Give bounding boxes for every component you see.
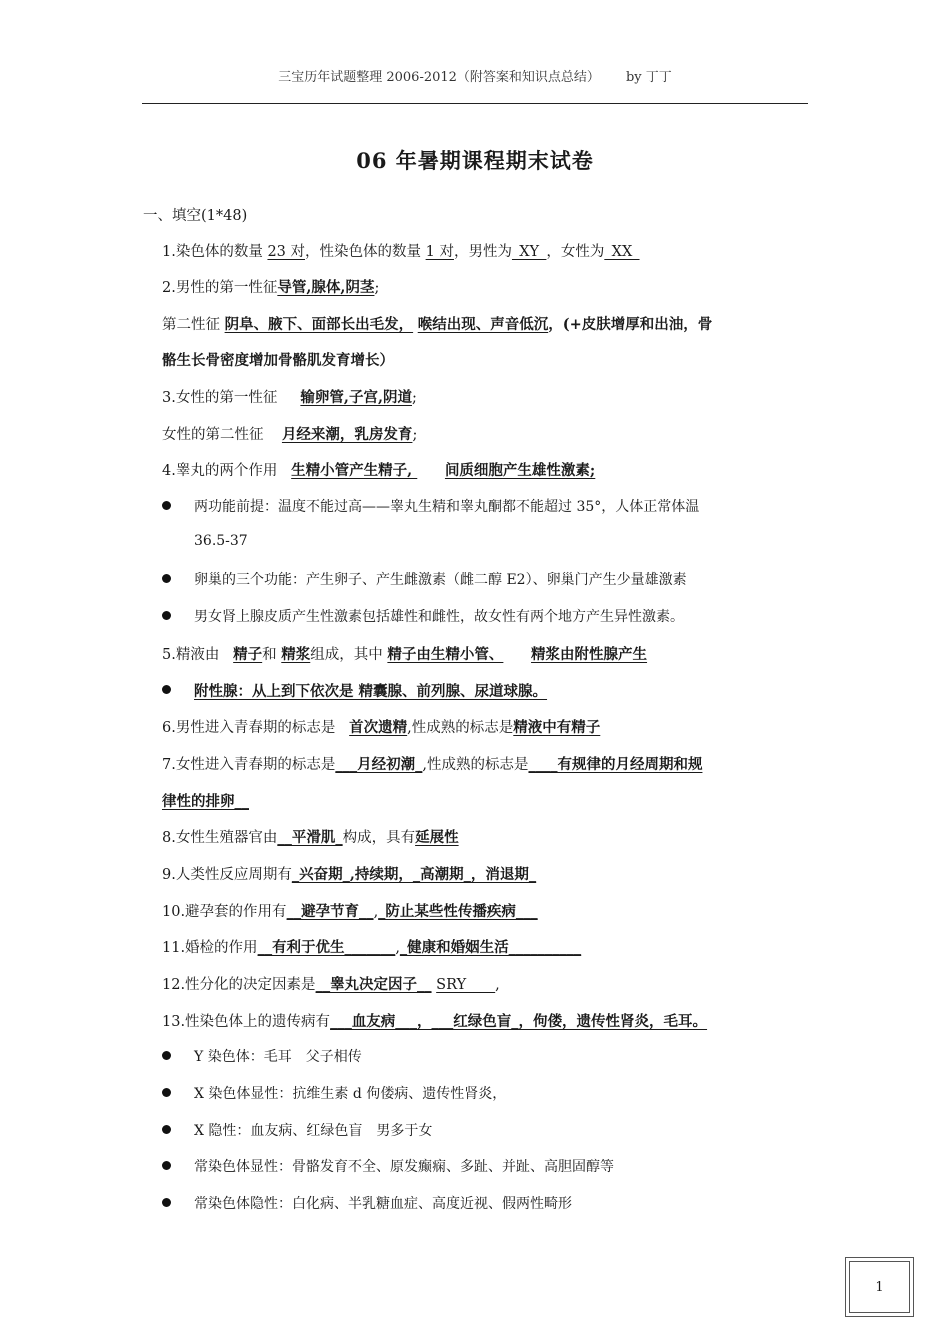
bullet-dot [162, 685, 171, 694]
bullet-dot [162, 574, 171, 583]
question-9 [162, 863, 536, 884]
q9-text: 9.人类性反应周期有 [162, 867, 292, 883]
question-3b [162, 423, 417, 444]
q4-answer-1: 生精小管产生精子, [291, 462, 418, 479]
q3b-answer: 月经来潮，乳房发育 [281, 426, 413, 443]
q11-text: , [395, 940, 400, 956]
question-6 [162, 716, 600, 737]
q2-text: ; [374, 280, 380, 296]
q6-answer-1: 首次遗精 [349, 719, 408, 736]
q8-text: 构成，具有 [342, 830, 416, 846]
q11-answer-1: __有利于优生_______ [257, 939, 396, 956]
q5-text: 组成，其中 [310, 647, 383, 663]
bullet-dot [162, 1161, 171, 1170]
q2b-answer-1: 阴阜、腋下、面部长出毛发， [224, 316, 414, 333]
q1-text: ，男性为 [453, 244, 512, 260]
q10-answer-2: _防止某些性传播疾病___ [378, 903, 538, 920]
q11-answer-2: _健康和婚姻生活__________ [399, 939, 582, 956]
bullet-dot [162, 501, 171, 510]
q1-answer-3: _XY_ [511, 244, 547, 260]
q7-answer-2: ____有规律的月经周期和规 [528, 756, 703, 773]
bullet-text: X 隐性：血友病、红绿色盲 男多于女 [194, 1123, 433, 1139]
bullet-text: X 染色体显性：抗维生素 d 佝偻病、遗传性肾炎， [194, 1086, 507, 1102]
q1-text: ，女性为 [546, 244, 605, 260]
bullet-dot [162, 1051, 171, 1060]
page-header [0, 66, 950, 85]
page-number: 1 [849, 1261, 910, 1313]
q6-answer-2: 精液中有精子 [513, 719, 601, 736]
bullet-text: 两功能前提：温度不能过高——睾丸生精和睾丸酮都不能超过 35°，人体正常体温 [194, 499, 700, 515]
bullet-dot [162, 1088, 171, 1097]
q8-answer-2: 延展性 [415, 829, 459, 846]
q11-text: 11.婚检的作用 [162, 940, 258, 956]
q4-text: 4.睾丸的两个作用 [162, 463, 282, 479]
q10-answer-1: __避孕节育__ [286, 903, 374, 920]
q9-answer: _兴奋期_,持续期，_高潮期_，消退期_ [291, 866, 537, 883]
q12-answer-2: SRY____ [436, 977, 496, 993]
bullet-dot [162, 1198, 171, 1207]
q5-text: 5.精液由 [162, 647, 224, 663]
q7-text: 7.女性进入青春期的标志是 [162, 757, 336, 773]
q3-answer: 输卵管,子宫,阴道 [300, 389, 412, 406]
question-12 [162, 973, 500, 994]
q12-text: 12.性分化的决定因素是 [162, 977, 316, 993]
bullet-text-cont: 36.5-37 [194, 533, 248, 549]
q3-text: 3.女性的第一性征 [162, 390, 282, 406]
q13-text: 13.性染色体上的遗传病有 [162, 1014, 331, 1030]
q3-text: ; [412, 390, 417, 406]
q1-answer-2: 1 对 [425, 244, 454, 260]
page-number-box [845, 1257, 914, 1317]
q1-text: ，性染色体的数量 [305, 244, 426, 260]
q10-text: , [373, 904, 379, 920]
q2b-note: ，(+皮肤增厚和出油，骨 [548, 316, 713, 333]
question-10 [162, 900, 538, 921]
question-7-cont: 律性的排卵__ [162, 793, 249, 810]
bullet-text: 常染色体隐性：白化病、半乳糖血症、高度近视、假两性畸形 [194, 1196, 572, 1212]
bullet-text: 卵巢的三个功能：产生卵子、产生雌激素（雌二醇 E2）、卵巢门产生少量雄激素 [194, 572, 687, 588]
q12-text: , [495, 977, 500, 993]
q5-text: 和 [262, 647, 282, 663]
q1-text: 1.染色体的数量 [162, 244, 268, 260]
bullet-dot [162, 1125, 171, 1134]
q7-text: ,性成熟的标志是 [422, 757, 529, 773]
q3b-text: ; [412, 427, 418, 443]
bullet-text: 常染色体显性：骨骼发育不全、原发癫痫、多趾、并趾、高胆固醇等 [194, 1159, 614, 1175]
question-13 [162, 1010, 707, 1031]
q12-answer-1: __睾丸决定因子__ [315, 976, 432, 993]
q10-text: 10.避孕套的作用有 [162, 904, 287, 920]
question-2 [162, 276, 379, 297]
q6-text: ,性成熟的标志是 [407, 720, 514, 736]
q13-answer: ___血友病___，___红绿色盲_，佝偻，遗传性肾炎，毛耳。 [330, 1013, 708, 1030]
header-title: 三宝历年试题整理 2006-2012（附答案和知识点总结） [278, 70, 600, 85]
q8-text: 8.女性生殖器官由 [162, 830, 278, 846]
header-rule [142, 103, 808, 104]
q1-answer-4: _XX_ [604, 244, 640, 260]
section-heading: 一、填空(1*48) [143, 208, 248, 224]
question-4 [162, 459, 595, 480]
question-7 [162, 753, 702, 774]
q2-answer: 导管,腺体,阴茎 [277, 279, 375, 296]
question-11 [162, 936, 581, 957]
bullet-text: 男女肾上腺皮质产生性激素包括雄性和雌性，故女性有两个地方产生异性激素。 [194, 609, 684, 625]
question-2b [162, 313, 712, 334]
q5-answer-2: 精浆 [281, 646, 311, 663]
bullet-accessory-glands: 附性腺：从上到下依次是 精囊腺、前列腺、尿道球腺。 [194, 683, 548, 700]
q8-answer-1: __平滑肌_ [277, 829, 343, 846]
q5-answer-4: 精浆由附性腺产生 [531, 646, 648, 663]
question-3 [162, 386, 417, 407]
question-1 [162, 240, 640, 261]
question-2b-cont: 骼生长骨密度增加骨骼肌发育增长） [162, 352, 394, 369]
q5-answer-1: 精子 [233, 646, 263, 663]
bullet-text: Y 染色体：毛耳 父子相传 [194, 1049, 362, 1065]
q2b-answer-2: 喉结出现、声音低沉 [417, 316, 549, 333]
q5-answer-3: 精子由生精小管、 [387, 646, 504, 663]
bullet-dot [162, 611, 171, 620]
question-5 [162, 643, 647, 664]
question-8 [162, 826, 459, 847]
q2-text: 2.男性的第一性征 [162, 280, 278, 296]
q6-text: 6.男性进入青春期的标志是 [162, 720, 340, 736]
q2b-text: 第二性征 [162, 317, 225, 333]
q7-answer-1: ___月经初潮_ [335, 756, 423, 773]
q1-answer-1: 23 对 [267, 244, 306, 260]
document-title: 06 年暑期课程期末试卷 [356, 148, 594, 173]
q3b-text: 女性的第二性征 [162, 427, 269, 443]
header-author: by 丁丁 [625, 70, 672, 85]
q4-answer-2: 间质细胞产生雄性激素; [444, 462, 596, 479]
